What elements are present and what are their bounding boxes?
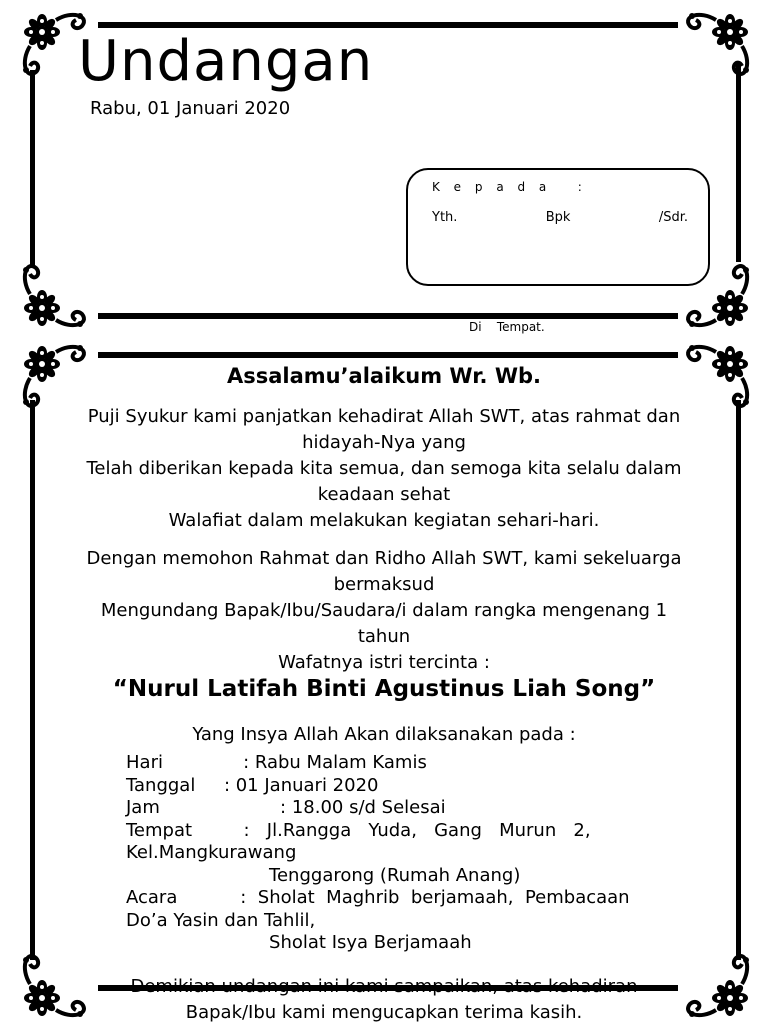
detail-line: Hari : Rabu Malam Kamis: [126, 752, 427, 773]
body-frame-top-border: [98, 352, 678, 358]
body-frame-left-border: [30, 400, 35, 960]
paragraph-line: hidayah-Nya yang: [302, 432, 466, 453]
invitation-date: Rabu, 01 Januari 2020: [90, 98, 291, 119]
bpk-label: Bpk: [545, 210, 571, 225]
deceased-name: “Nurul Latifah Binti Agustinus Liah Song”: [112, 676, 656, 702]
paragraph-line: Telah diberikan kepada kita semua, dan semoga kita selalu dalam: [86, 458, 682, 479]
event-details: [126, 752, 728, 955]
corner-ornament-icon: [672, 10, 752, 90]
detail-line: Tempat : Jl.Rangga Yuda, Gang Murun 2,: [126, 819, 591, 841]
detail-line: Do’a Yasin dan Tahlil,: [126, 909, 316, 931]
paragraph-line: Walafiat dalam melakukan kegiatan sehari-hari.: [168, 510, 600, 531]
top-frame-right-border: [736, 62, 741, 262]
paragraph-line: bermaksud: [333, 574, 435, 595]
paragraph-1: [40, 404, 728, 534]
closing-text: [40, 974, 728, 1026]
recipient-row: [432, 210, 688, 225]
greeting: Assalamu’alaikum Wr. Wb.: [226, 364, 542, 388]
paragraph-2: [40, 546, 728, 676]
event-intro: Yang Insya Allah Akan dilaksanakan pada :: [192, 724, 576, 745]
invitation-title: Undangan: [78, 29, 374, 94]
closing-line: Demikian undangan ini kami sampaikan, atas kehadiran: [130, 976, 638, 997]
paragraph-line: Dengan memohon Rahmat dan Ridho Allah SWT, kami sekeluarga: [86, 548, 682, 569]
paragraph-line: keadaan sehat: [317, 484, 451, 505]
di-tempat-label: Di Tempat.: [469, 320, 545, 334]
detail-line: Acara : Sholat Maghrib berjamaah, Pembacaan: [126, 887, 630, 908]
address-box: [406, 168, 710, 286]
detail-line: Tanggal : 01 Januari 2020: [126, 774, 379, 796]
detail-line: Kel.Mangkurawang: [126, 842, 297, 863]
body-frame-right-border: [736, 400, 741, 960]
detail-line: Tenggarong (Rumah Anang): [126, 864, 521, 886]
paragraph-line: tahun: [357, 626, 411, 647]
paragraph-line: Puji Syukur kami panjatkan kehadirat Allah SWT, atas rahmat dan: [87, 406, 681, 427]
closing-line: Bapak/Ibu kami mengucapkan terima kasih.: [185, 1002, 583, 1023]
top-frame-top-border: [98, 22, 678, 28]
top-frame-bottom-border: [98, 313, 678, 319]
kepada-label: K e p a d a :: [432, 180, 587, 194]
paragraph-line: Mengundang Bapak/Ibu/Saudara/i dalam rangka mengenang 1: [100, 600, 668, 621]
paragraph-line: Wafatnya istri tercinta :: [278, 652, 490, 673]
top-frame-left-border: [30, 70, 35, 266]
corner-ornament-icon: [20, 250, 100, 330]
yth-label: Yth.: [432, 210, 458, 225]
detail-line: Jam : 18.00 s/d Selesai: [126, 797, 446, 818]
detail-line: Sholat Isya Berjamaah: [126, 932, 472, 953]
sdr-label: /Sdr.: [658, 210, 688, 225]
